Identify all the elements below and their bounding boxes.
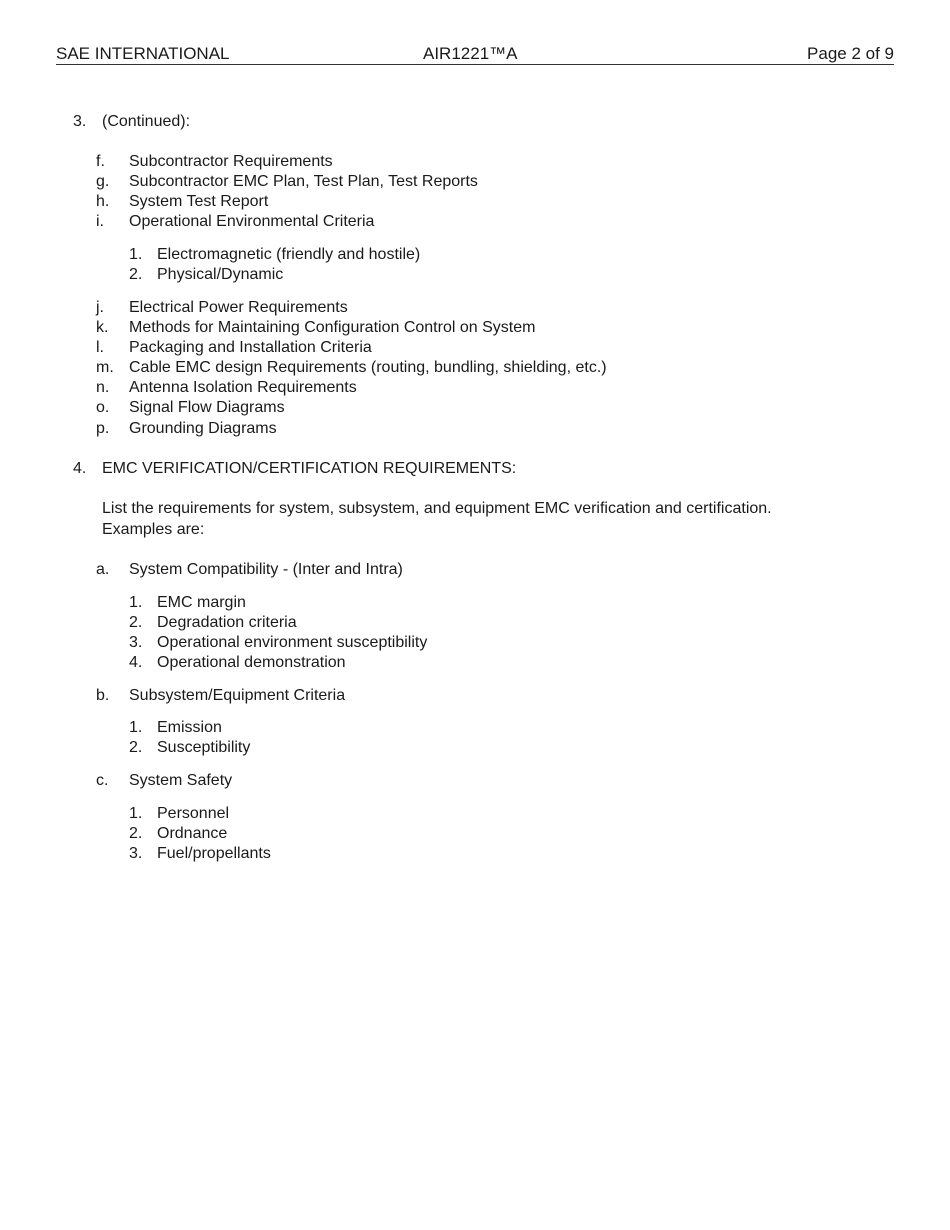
list-marker: p. [96,420,110,437]
header-doc-id: AIR1221™A [423,44,518,63]
list-text: Methods for Maintaining Configuration Control on System [129,319,536,336]
list-marker: 1. [129,246,143,263]
list-marker: 3. [129,845,143,862]
list-text: Subcontractor EMC Plan, Test Plan, Test Reports [129,173,478,190]
sub-list-item [129,844,271,864]
list-item [96,192,269,212]
list-text: Antenna Isolation Requirements [129,379,357,396]
page-header [56,43,894,65]
list-text: EMC margin [157,594,246,611]
section-number: 3. [73,113,87,130]
list-item [96,398,285,418]
section-intro-line-1: List the requirements for system, subsystem, and equipment EMC verification and certification. [102,500,772,517]
list-item [96,338,372,358]
list-text: Personnel [157,805,230,822]
sub-list-item [129,804,230,824]
list-marker: k. [96,319,109,336]
list-marker: o. [96,399,110,416]
list-text: System Safety [129,772,233,789]
list-text: Degradation criteria [157,614,297,631]
list-text: Signal Flow Diagrams [129,399,285,416]
list-marker: n. [96,379,110,396]
list-item [96,358,607,378]
section-intro-line-2: Examples are: [102,521,205,538]
list-marker: g. [96,173,110,190]
list-text: Cable EMC design Requirements (routing, bundling, shielding, etc.) [129,359,607,376]
list-text: Operational Environmental Criteria [129,213,375,230]
list-text: Emission [157,719,222,736]
list-text: Electrical Power Requirements [129,299,348,316]
list-text: Ordnance [157,825,228,842]
list-marker: 2. [129,614,143,631]
list-item [96,172,478,192]
sub-list-item [129,718,222,738]
list-marker: 1. [129,719,143,736]
list-text: Operational environment susceptibility [157,634,428,651]
list-item [96,152,333,172]
header-page-number: Page 2 of 9 [807,44,894,63]
section-4-heading [73,459,517,479]
list-text: Operational demonstration [157,654,346,671]
list-marker: l. [96,339,104,356]
sub-list-item [129,738,251,758]
list-text: Grounding Diagrams [129,420,277,437]
list-item [96,560,403,580]
list-text: Subsystem/Equipment Criteria [129,687,346,704]
list-marker: 3. [129,634,143,651]
list-marker: i. [96,213,104,230]
list-marker: 2. [129,739,143,756]
list-marker: c. [96,772,109,789]
section-title: (Continued): [102,113,191,130]
sub-list-item [129,245,421,265]
list-item [96,378,357,398]
header-org: SAE INTERNATIONAL [56,44,230,63]
sub-list-item [129,633,428,653]
list-marker: 2. [129,825,143,842]
list-marker: 1. [129,594,143,611]
section-3-heading [73,112,191,132]
list-marker: j. [96,299,104,316]
list-text: System Compatibility - (Inter and Intra) [129,561,403,578]
list-text: Subcontractor Requirements [129,153,333,170]
sub-list-item [129,593,246,613]
list-item [96,318,536,338]
list-marker: m. [96,359,114,376]
list-marker: h. [96,193,110,210]
list-marker: b. [96,687,110,704]
list-text: Packaging and Installation Criteria [129,339,372,356]
list-text: System Test Report [129,193,269,210]
list-marker: 1. [129,805,143,822]
list-text: Susceptibility [157,739,251,756]
list-marker: a. [96,561,110,578]
list-marker: 2. [129,266,143,283]
list-text: Electromagnetic (friendly and hostile) [157,246,421,263]
list-item [96,686,346,706]
sub-list-item [129,265,284,285]
sub-list-item [129,613,297,633]
sub-list-item [129,824,228,844]
list-item [96,419,277,439]
list-text: Physical/Dynamic [157,266,284,283]
sub-list-item [129,653,346,673]
list-item [96,212,375,232]
list-marker: f. [96,153,105,170]
list-marker: 4. [129,654,143,671]
list-item [96,771,233,791]
section-title: EMC VERIFICATION/CERTIFICATION REQUIREMENTS: [102,460,517,477]
section-number: 4. [73,460,87,477]
list-text: Fuel/propellants [157,845,271,862]
list-item [96,298,348,318]
